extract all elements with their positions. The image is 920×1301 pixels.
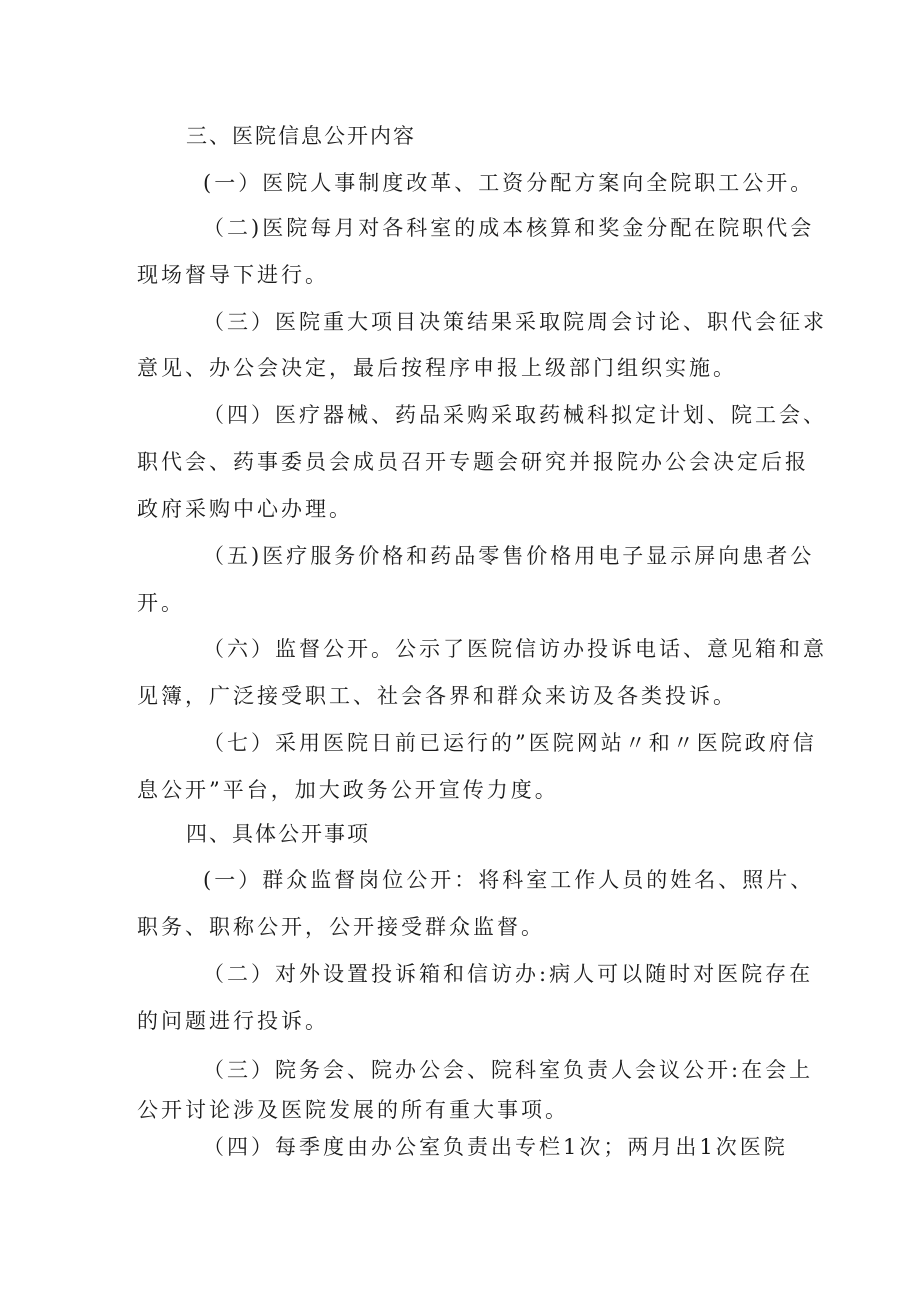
s3-item-3-line-2: 意见、办公会决定，最后按程序申报上级部门组织实施。 [137, 356, 737, 380]
s3-item-6-line-2: 见簿，广泛接受职工、社会各界和群众来访及各类投诉。 [137, 684, 737, 708]
s3-item-5-line-2: 开。 [137, 591, 185, 615]
s3-item-7-line-2: 息公开”平台，加大政务公开宣传力度。 [137, 778, 559, 802]
section-4-heading: 四、具体公开事项 [186, 822, 370, 846]
s4-item-1-line-1: (一）群众监督岗位公开：将科室工作人员的姓名、照片、 [203, 868, 815, 892]
s3-item-4-line-3: 政府采购中心办理。 [137, 497, 353, 521]
s4-item-2-line-2: 的问题进行投诉。 [137, 1009, 329, 1033]
s3-item-6-line-1: （六）监督公开。公示了医院信访办投诉电话、意见箱和意 [203, 637, 827, 661]
s3-item-5-line-1: （五)医疗服务价格和药品零售价格用电子显示屏向患者公 [203, 544, 815, 568]
s3-item-4-line-2: 职代会、药事委员会成员召开专题会研究并报院办公会决定后报 [137, 450, 809, 474]
s4-item-4-line-1: （四）每季度由办公室负责出专栏1次；两月出1次医院 [203, 1135, 788, 1159]
s3-item-1: (一）医院人事制度改革、工资分配方案向全院职工公开。 [203, 171, 815, 195]
s4-item-2-line-1: （二）对外设置投诉箱和信访办:病人可以随时对医院存在 [203, 962, 814, 986]
s3-item-7-line-1: （七）采用医院日前已运行的”医院网站〃和〃医院政府信 [203, 731, 817, 755]
s4-item-3-line-1: （三）院务会、院办公会、院科室负责人会议公开:在会上 [203, 1058, 814, 1082]
s4-item-3-line-2: 公开讨论涉及医院发展的所有重大事项。 [137, 1098, 569, 1122]
s3-item-2-line-2: 现场督导下进行。 [137, 263, 329, 287]
section-3-heading: 三、医院信息公开内容 [186, 124, 416, 148]
s3-item-3-line-1: （三）医院重大项目决策结果采取院周会讨论、职代会征求 [203, 310, 827, 334]
s3-item-2-line-1: （二)医院每月对各科室的成本核算和奖金分配在院职代会 [203, 216, 815, 240]
s4-item-1-line-2: 职务、职称公开，公开接受群众监督。 [137, 915, 545, 939]
s3-item-4-line-1: （四）医疗器械、药品采购采取药械科拟定计划、院工会、 [203, 403, 827, 427]
